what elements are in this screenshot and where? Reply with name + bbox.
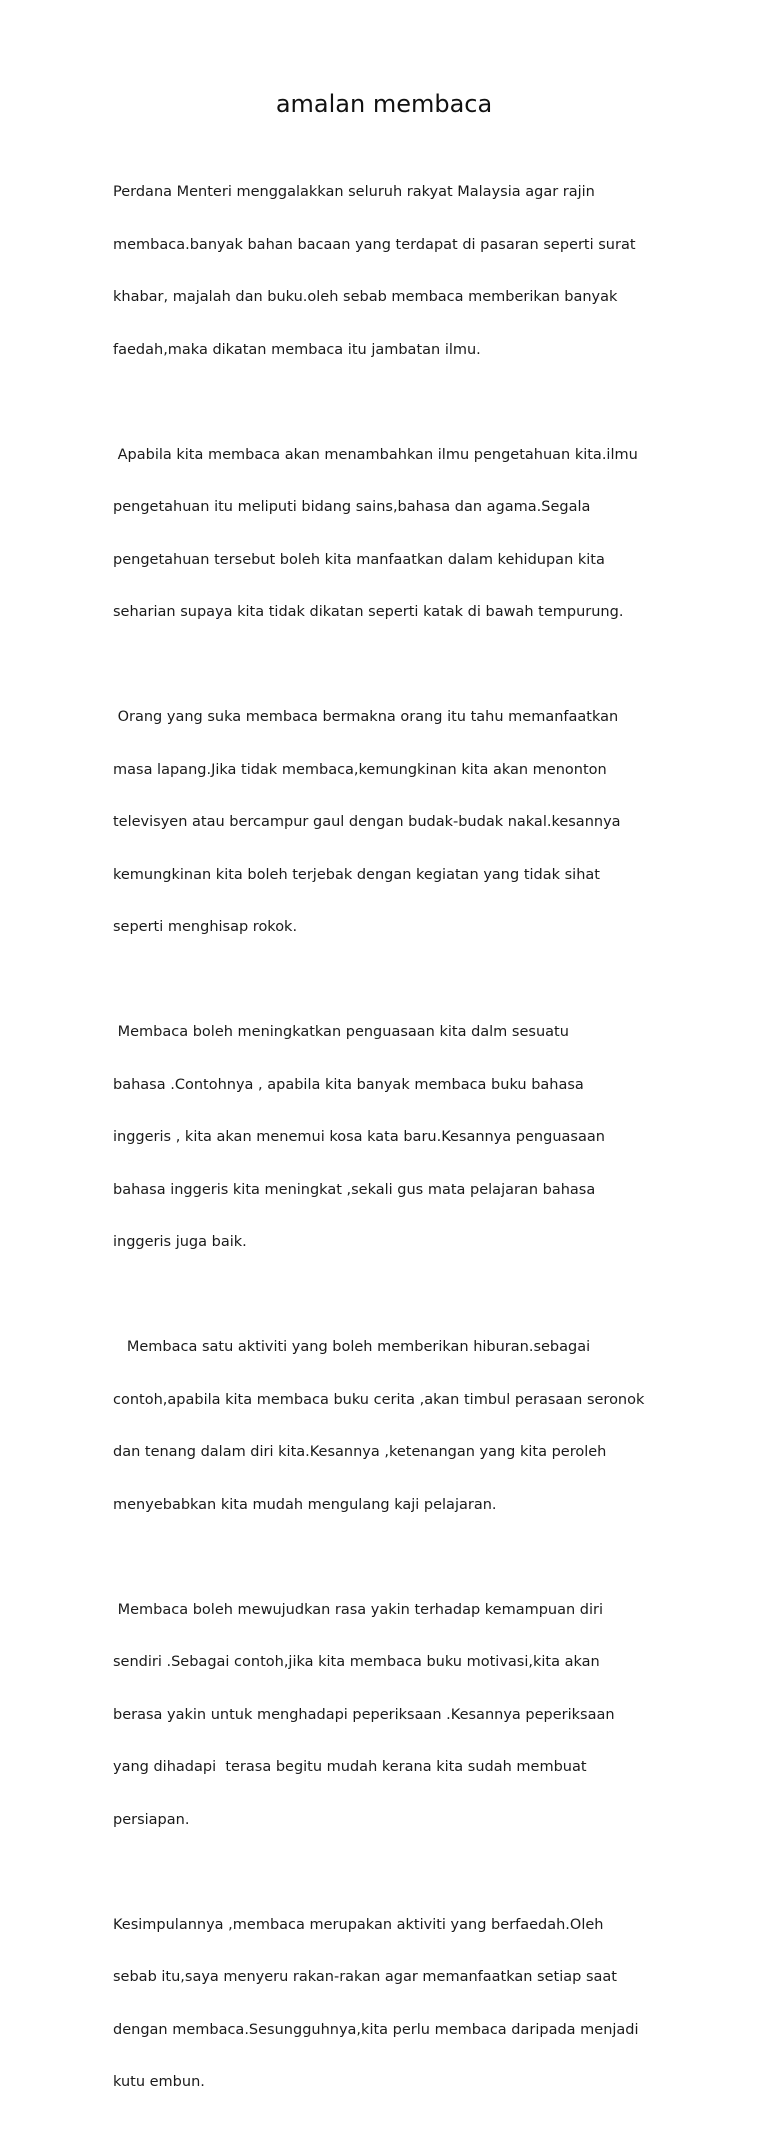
text-line: kutu embun. <box>113 2074 205 2090</box>
text-line: bahasa inggeris kita meningkat ,sekali gus mata pelajaran bahasa <box>113 1181 596 1198</box>
paragraph-2 <box>113 412 668 657</box>
text-line: khabar, majalah dan buku.oleh sebab membaca memberikan banyak <box>113 289 618 305</box>
text-line: inggeris juga baik. <box>113 1234 247 1250</box>
text-line: inggeris , kita akan menemui kosa kata baru.Kesannya penguasaan <box>113 1129 605 1145</box>
text-line: bahasa .Contohnya , apabila kita banyak membaca buku bahasa <box>113 1076 584 1093</box>
text-line: seperti menghisap rokok. <box>113 919 298 935</box>
document-title: amalan membaca <box>275 90 493 118</box>
text-line: masa lapang.Jika tidak membaca,kemungkinan kita akan menonton <box>113 761 607 778</box>
text-line: Orang yang suka membaca bermakna orang itu tahu memanfaatkan <box>113 709 619 725</box>
text-line: membaca.banyak bahan bacaan yang terdapat di pasaran seperti surat <box>113 236 636 253</box>
text-line: contoh,apabila kita membaca buku cerita ,akan timbul perasaan seronok <box>113 1391 645 1408</box>
text-line: pengetahuan tersebut boleh kita manfaatkan dalam kehidupan kita <box>113 551 605 568</box>
text-line: Perdana Menteri menggalakkan seluruh rakyat Malaysia agar rajin <box>113 184 595 200</box>
text-line: Apabila kita membaca akan menambahkan ilmu pengetahuan kita.ilmu <box>113 446 638 463</box>
text-line: dengan membaca.Sesungguhnya,kita perlu membaca daripada menjadi <box>113 2021 639 2038</box>
paragraph-7 <box>113 1882 668 2127</box>
text-line: yang dihadapi terasa begitu mudah kerana kita sudah membuat <box>113 1759 587 1775</box>
text-line: seharian supaya kita tidak dikatan seperti katak di bawah tempurung. <box>113 604 624 620</box>
paragraph-5 <box>113 1304 668 1549</box>
text-line: persiapan. <box>113 1811 190 1828</box>
text-line: dan tenang dalam diri kita.Kesannya ,ketenangan yang kita peroleh <box>113 1444 607 1460</box>
text-line: Membaca satu aktiviti yang boleh memberikan hiburan.sebagai <box>113 1339 591 1355</box>
paragraph-3 <box>113 674 668 972</box>
text-line: Membaca boleh mewujudkan rasa yakin terhadap kemampuan diri <box>113 1601 604 1618</box>
text-line: pengetahuan itu meliputi bidang sains,bahasa dan agama.Segala <box>113 499 591 515</box>
paragraph-6 <box>113 1567 668 1865</box>
text-line: Kesimpulannya ,membaca merupakan aktiviti yang berfaedah.Oleh <box>113 1916 604 1933</box>
document-body <box>113 149 668 2144</box>
text-line: Membaca boleh meningkatkan penguasaan kita dalm sesuatu <box>113 1024 569 1040</box>
text-line: sendiri .Sebagai contoh,jika kita membaca buku motivasi,kita akan <box>113 1654 600 1670</box>
text-line: televisyen atau bercampur gaul dengan budak-budak nakal.kesannya <box>113 814 621 830</box>
text-line: faedah,maka dikatan membaca itu jambatan ilmu. <box>113 341 481 358</box>
text-line: menyebabkan kita mudah mengulang kaji pelajaran. <box>113 1496 497 1513</box>
paragraph-4 <box>113 989 668 1287</box>
paragraph-1 <box>113 149 668 394</box>
text-line: kemungkinan kita boleh terjebak dengan kegiatan yang tidak sihat <box>113 866 600 883</box>
text-line: berasa yakin untuk menghadapi peperiksaan .Kesannya peperiksaan <box>113 1706 615 1723</box>
text-line: sebab itu,saya menyeru rakan-rakan agar memanfaatkan setiap saat <box>113 1969 617 1985</box>
